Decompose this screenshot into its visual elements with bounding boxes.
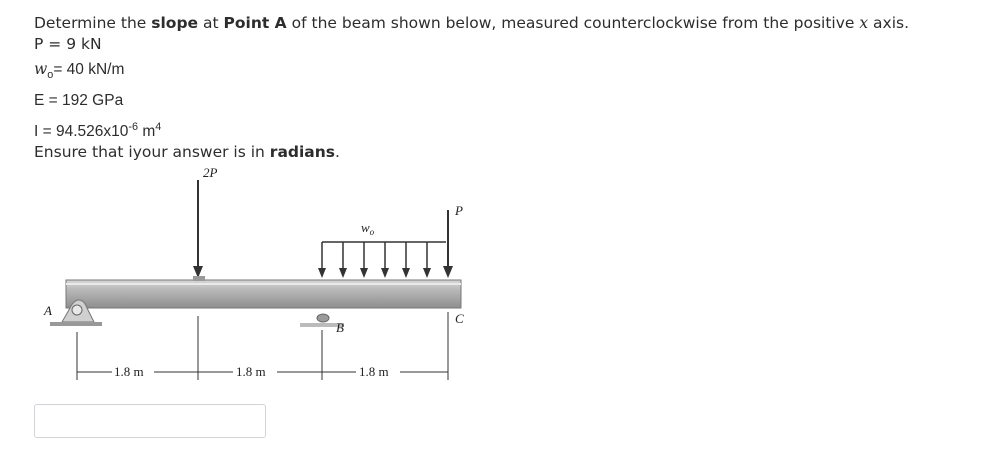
dimension-label-2: 1.8 m (236, 364, 266, 379)
distributed-load (322, 242, 446, 270)
instruction-text: Ensure that iyour answer is in (34, 143, 265, 162)
given-i (34, 117, 974, 142)
question-part: axis. (873, 14, 910, 32)
given-p: P = 9 kN (34, 35, 102, 53)
given-e: E = 192 GPa (34, 92, 124, 110)
question-part: of the beam shown below, measured counterclockwise from the positive (291, 14, 855, 32)
given-w0 (34, 59, 974, 86)
dimension-label-1: 1.8 m (114, 364, 144, 379)
w-variable: w (34, 60, 48, 78)
distributed-load-arrowheads (318, 268, 431, 278)
load-label-w: $w_o$ (361, 220, 375, 237)
point-label-a: A (44, 303, 52, 318)
i-unit: m (142, 123, 156, 141)
point-label-c: C (455, 311, 464, 326)
instruction-emphasis: radians (269, 143, 336, 162)
beam-figure (30, 160, 470, 390)
question-text (34, 13, 974, 163)
point-load-2p (193, 180, 205, 281)
question-emphasis-point-a: Point A (223, 14, 287, 32)
question-statement (34, 13, 974, 34)
question-part: Determine the (34, 14, 147, 32)
axis-variable: x (859, 14, 869, 32)
point-label-b: B (336, 320, 344, 335)
i-value: I = 94.526x10 (34, 123, 129, 141)
i-exponent: -6 (128, 121, 139, 134)
w-value: = 40 kN/m (53, 61, 125, 78)
answer-input[interactable] (34, 404, 266, 438)
dimension-label-3: 1.8 m (359, 364, 389, 379)
load-label-p: P (455, 203, 463, 218)
instruction-end: . (335, 143, 340, 162)
i-unit-exponent: 4 (155, 121, 162, 134)
point-load-p (443, 210, 453, 278)
w-subscript: o (47, 69, 54, 82)
load-label-2p: 2P (203, 165, 218, 180)
question-part: at (203, 14, 219, 32)
question-emphasis-slope: slope (151, 14, 199, 32)
